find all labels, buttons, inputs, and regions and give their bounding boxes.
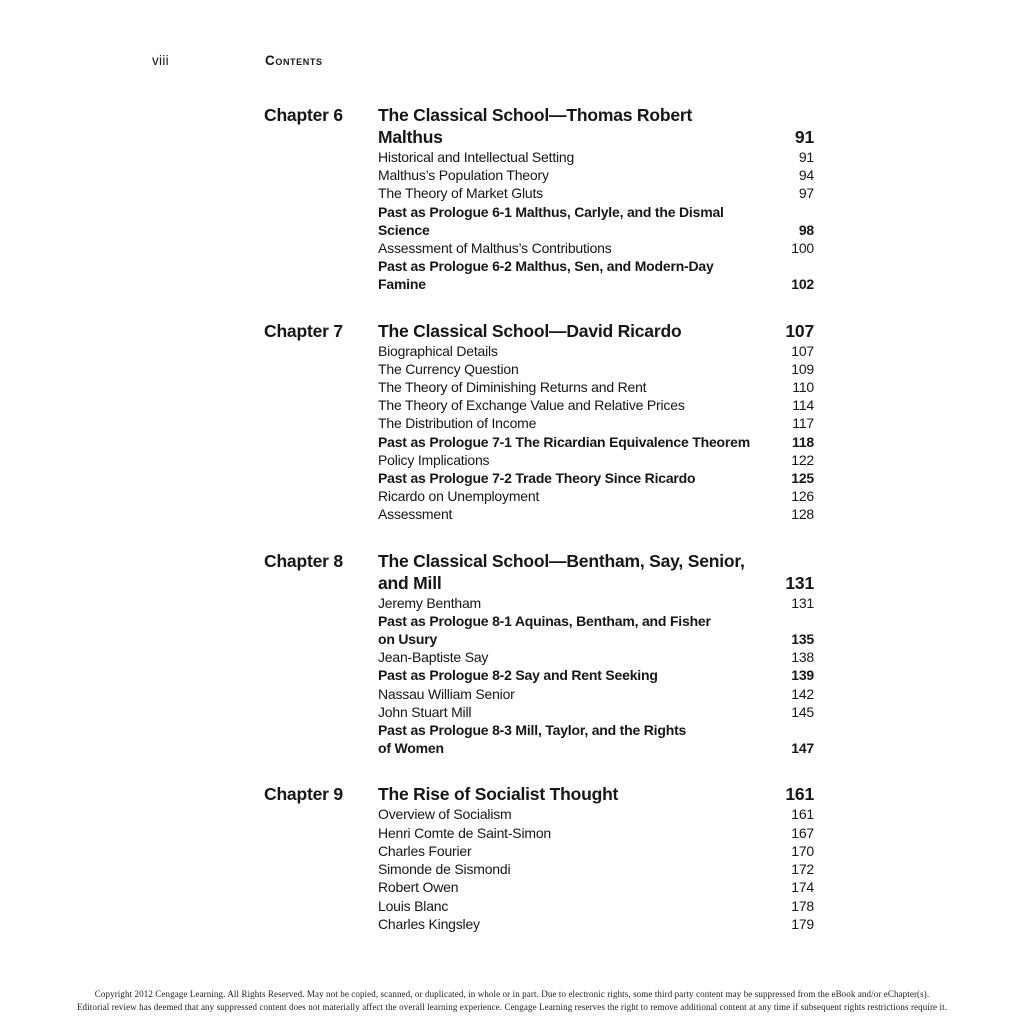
running-head (0, 53, 1024, 71)
running-head-title: Contents (265, 53, 323, 68)
entry-title-line: Jeremy Bentham (378, 594, 482, 611)
entry-title-line: Assessment (378, 506, 453, 523)
table-of-contents (264, 104, 814, 933)
entry-page-number: 142 (791, 685, 814, 702)
toc-entry-row (264, 842, 814, 860)
entry-page-number: 117 (792, 415, 814, 432)
entry-title-line: The Currency Question (378, 360, 519, 377)
toc-entry-row (264, 703, 814, 721)
entry-title-line: Biographical Details (378, 342, 498, 359)
entry-page-number: 114 (792, 397, 814, 414)
toc-entry-row (264, 342, 814, 360)
toc-entry-row (264, 739, 814, 757)
entry-page-number: 145 (791, 703, 814, 720)
chapter-heading-row (264, 572, 814, 594)
entry-page-number: 125 (791, 470, 814, 487)
toc-entry-row (264, 824, 814, 842)
chapter-page-number: 131 (785, 572, 814, 593)
toc-entry-row (264, 505, 814, 523)
entry-page-number: 174 (791, 879, 814, 896)
entry-title-line: Henri Comte de Saint-Simon (378, 824, 551, 841)
entry-title-line: Simonde de Sismondi (378, 861, 511, 878)
toc-entry-row (264, 378, 814, 396)
chapter-title-line: The Classical School—Bentham, Say, Senior, (378, 550, 745, 571)
entry-title-line: Nassau William Senior (378, 685, 515, 702)
entry-page-number: 138 (791, 649, 814, 666)
toc-entry-row (264, 630, 814, 648)
entry-title-line: Robert Owen (378, 879, 459, 896)
entry-title-line: Overview of Socialism (378, 806, 512, 823)
entry-page-number: 128 (791, 506, 814, 523)
chapter-label: Chapter 6 (264, 105, 343, 125)
toc-chapter (264, 320, 814, 524)
entry-title-line: Charles Kingsley (378, 915, 480, 932)
entry-page-number: 178 (791, 897, 814, 914)
entry-title-line: Past as Prologue 6-1 Malthus, Carlyle, and the Dismal (378, 203, 724, 220)
chapter-title-line: The Classical School—Thomas Robert (378, 105, 693, 125)
entry-page-number: 110 (792, 379, 814, 396)
entry-title-line: The Theory of Market Gluts (378, 185, 543, 202)
chapter-title-line: Malthus (378, 127, 443, 147)
entry-title-line: Past as Prologue 7-2 Trade Theory Since Ricardo (378, 470, 696, 487)
chapter-heading-row (264, 104, 814, 126)
toc-entry-row (264, 685, 814, 703)
toc-entry-row (264, 414, 814, 432)
entry-page-number: 91 (798, 149, 814, 165)
page-number-folio: viii (152, 53, 169, 68)
toc-chapter (264, 550, 814, 758)
entry-title-line: Assessment of Malthus’s Contributions (378, 240, 612, 257)
toc-entry-row (264, 860, 814, 878)
chapter-heading-row (264, 126, 814, 148)
chapter-title-line: The Classical School—David Ricardo (378, 320, 682, 341)
toc-entry-row (264, 203, 814, 221)
chapter-title-line: The Rise of Socialist Thought (378, 784, 619, 805)
entry-page-number: 172 (791, 861, 814, 878)
chapter-heading-row (264, 320, 814, 342)
entry-page-number: 94 (798, 167, 814, 184)
toc-entry-row (264, 451, 814, 469)
entry-title-line: Famine (378, 276, 426, 293)
entry-page-number: 107 (791, 342, 814, 359)
entry-page-number: 179 (791, 915, 814, 932)
entry-title-line: of Women (378, 740, 444, 757)
toc-entry-row (264, 166, 814, 184)
entry-title-line: Historical and Intellectual Setting (378, 149, 575, 165)
entry-title-line: on Usury (378, 631, 438, 648)
entry-page-number: 102 (791, 276, 814, 293)
entry-page-number: 126 (791, 488, 814, 505)
chapter-page-number: 161 (785, 784, 814, 805)
chapter-label: Chapter 9 (264, 784, 343, 805)
entry-title-line: Policy Implications (378, 451, 490, 468)
entry-title-line: Ricardo on Unemployment (378, 488, 540, 505)
toc-entry-row (264, 221, 814, 239)
toc-entry-row (264, 239, 814, 257)
entry-page-number: 131 (791, 594, 814, 611)
chapter-title-line: and Mill (378, 572, 442, 593)
toc-chapter (264, 783, 814, 932)
toc-entry-row (264, 594, 814, 612)
entry-title-line: The Theory of Diminishing Returns and Rent (378, 379, 647, 396)
entry-page-number: 122 (791, 451, 814, 468)
entry-page-number: 118 (792, 433, 814, 450)
entry-page-number: 139 (791, 667, 814, 684)
entry-title-line: Past as Prologue 8-1 Aquinas, Bentham, and Fisher (378, 612, 711, 629)
entry-page-number: 109 (791, 360, 814, 377)
chapter-heading-row (264, 550, 814, 572)
entry-title-line: Louis Blanc (378, 897, 449, 914)
entry-title-line: Jean-Baptiste Say (378, 649, 489, 666)
toc-entry-row (264, 275, 814, 293)
entry-title-line: Malthus’s Population Theory (378, 167, 549, 184)
entry-page-number: 170 (791, 842, 814, 859)
toc-entry-row (264, 148, 814, 166)
entry-page-number: 167 (791, 824, 814, 841)
entry-title-line: Past as Prologue 6-2 Malthus, Sen, and Modern-Day (378, 258, 714, 275)
chapter-label: Chapter 8 (264, 550, 343, 571)
copyright-line-1: Copyright 2012 Cengage Learning. All Rights Reserved. May not be copied, scanned, or duplicated, in whole or in part. Due to electronic rights, some third party content may be suppressed from the eBook and/or eChapter(s). (94, 989, 930, 999)
toc-entry-row (264, 396, 814, 414)
copyright-line-2: Editorial review has deemed that any suppressed content does not materially affect the overall learning experience. Cengage Learning reserves the right to remove additional content at any time if subsequent rights restrictions require it. (76, 1002, 948, 1012)
entry-title-line: Past as Prologue 8-2 Say and Rent Seeking (378, 667, 658, 684)
toc-entry-row (264, 487, 814, 505)
toc-entry-row (264, 469, 814, 487)
chapter-page-number: 107 (785, 320, 814, 341)
entry-page-number: 161 (791, 806, 814, 823)
toc-entry-row (264, 805, 814, 823)
toc-entry-row (264, 184, 814, 202)
toc-entry-row (264, 648, 814, 666)
toc-entry-row (264, 897, 814, 915)
toc-entry-row (264, 721, 814, 739)
entry-page-number: 98 (798, 221, 814, 238)
entry-title-line: John Stuart Mill (378, 703, 472, 720)
entry-title-line: Past as Prologue 7-1 The Ricardian Equivalence Theorem (378, 433, 750, 450)
entry-title-line: The Theory of Exchange Value and Relative Prices (378, 397, 685, 414)
chapter-heading-row (264, 783, 814, 805)
entry-page-number: 100 (791, 240, 814, 257)
entry-title-line: Science (378, 221, 430, 238)
toc-entry-row (264, 915, 814, 933)
chapter-label: Chapter 7 (264, 320, 343, 341)
toc-entry-row (264, 257, 814, 275)
toc-entry-row (264, 878, 814, 896)
toc-chapter (264, 104, 814, 294)
entry-page-number: 147 (791, 740, 814, 757)
entry-page-number: 135 (791, 631, 814, 648)
toc-entry-row (264, 433, 814, 451)
entry-page-number: 97 (798, 185, 814, 202)
toc-entry-row (264, 666, 814, 684)
toc-entry-row (264, 612, 814, 630)
chapter-page-number: 91 (794, 127, 814, 147)
entry-title-line: Charles Fourier (378, 842, 472, 859)
entry-title-line: The Distribution of Income (378, 415, 537, 432)
copyright-notice (0, 988, 1024, 1014)
toc-entry-row (264, 360, 814, 378)
entry-title-line: Past as Prologue 8-3 Mill, Taylor, and the Rights (378, 722, 687, 739)
